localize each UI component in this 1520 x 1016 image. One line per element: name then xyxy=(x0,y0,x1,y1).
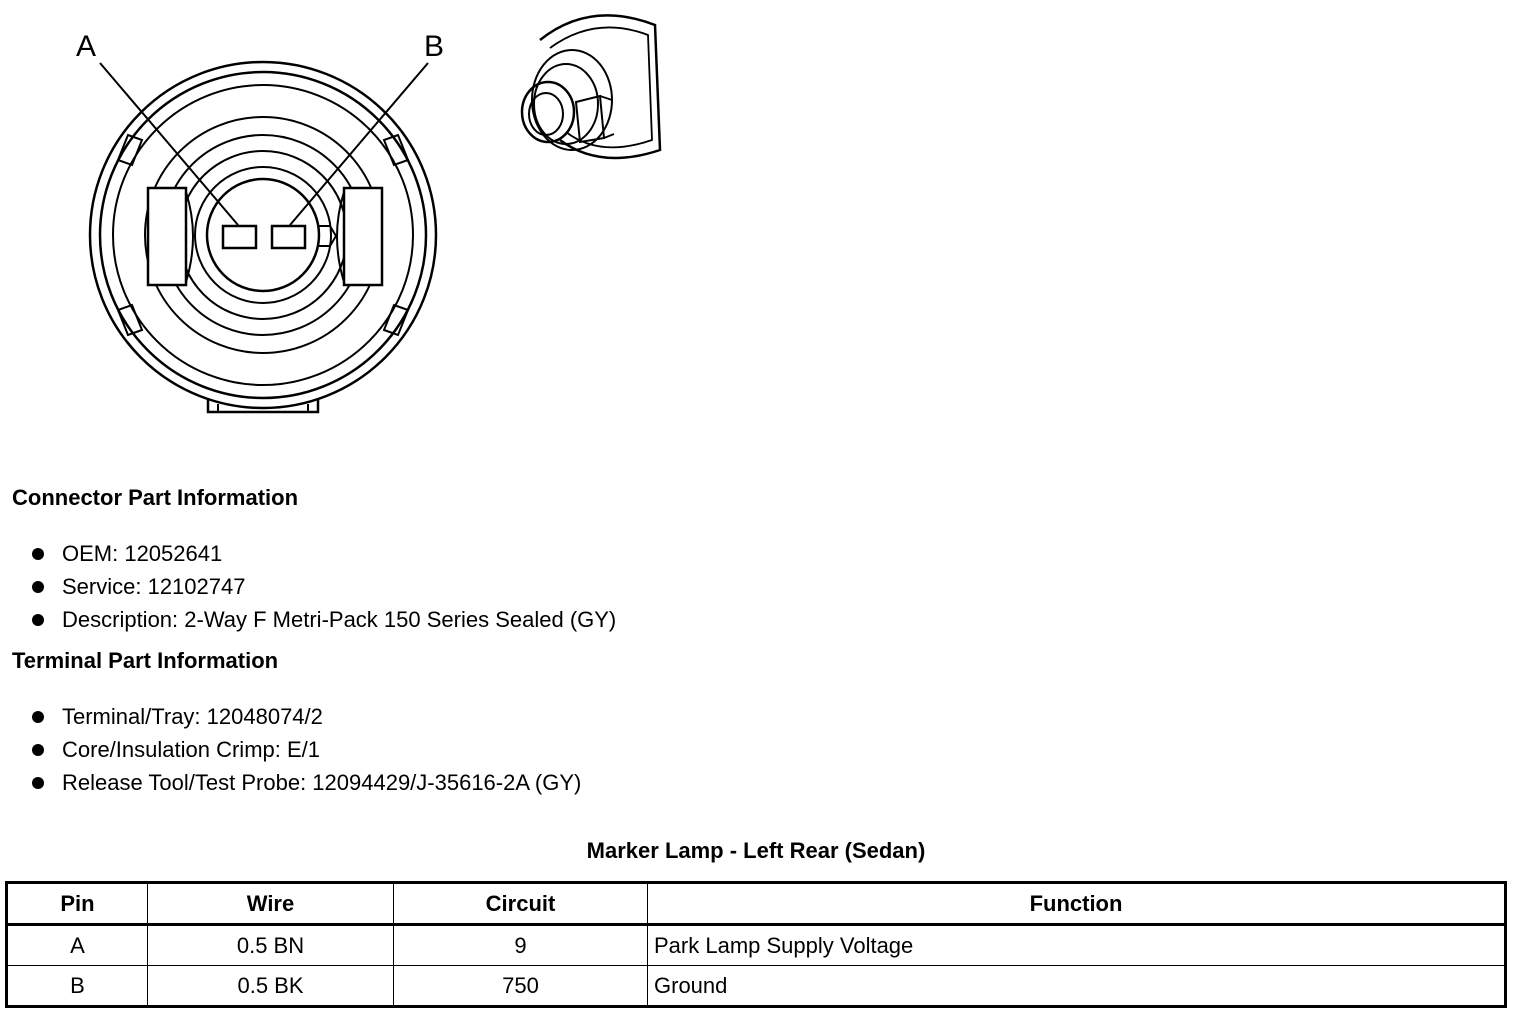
connector-info-list xyxy=(12,537,616,636)
connector-isometric-view xyxy=(522,15,660,158)
cell-wire: 0.5 BN xyxy=(148,925,394,966)
pin-label-a: A xyxy=(76,30,97,63)
list-item xyxy=(12,766,581,799)
list-item xyxy=(12,700,581,733)
cavity-a xyxy=(223,226,256,248)
cell-function: Ground xyxy=(648,966,1506,1007)
connector-diagram xyxy=(0,0,700,430)
pinout-table xyxy=(5,881,1507,1008)
list-item xyxy=(12,733,581,766)
column-header-pin: Pin xyxy=(7,883,148,925)
bullet-icon xyxy=(32,548,44,560)
pin-label-b: B xyxy=(424,30,445,63)
table-row xyxy=(7,925,1506,966)
table-title: Marker Lamp - Left Rear (Sedan) xyxy=(586,838,926,863)
cell-circuit: 9 xyxy=(394,925,648,966)
cell-circuit: 750 xyxy=(394,966,648,1007)
connector-info-heading: Connector Part Information xyxy=(12,485,299,510)
bullet-icon xyxy=(32,711,44,723)
cell-function: Park Lamp Supply Voltage xyxy=(648,925,1506,966)
list-item-text: Terminal/Tray: 12048074/2 xyxy=(62,704,323,729)
column-header-circuit: Circuit xyxy=(394,883,648,925)
list-item-text: Service: 12102747 xyxy=(62,574,246,599)
list-item-text: Description: 2-Way F Metri-Pack 150 Series Sealed (GY) xyxy=(62,607,617,632)
list-item-text: Core/Insulation Crimp: E/1 xyxy=(62,737,320,762)
list-item-text: Release Tool/Test Probe: 12094429/J-35616-2A (GY) xyxy=(62,770,582,795)
list-item xyxy=(12,603,616,636)
cell-wire: 0.5 BK xyxy=(148,966,394,1007)
connector-face-view xyxy=(90,62,436,412)
bullet-icon xyxy=(32,581,44,593)
column-header-wire: Wire xyxy=(148,883,394,925)
bullet-icon xyxy=(32,744,44,756)
cell-pin: A xyxy=(7,925,148,966)
terminal-info-list xyxy=(12,700,581,799)
bullet-icon xyxy=(32,777,44,789)
bullet-icon xyxy=(32,614,44,626)
table-header-row xyxy=(7,883,1506,925)
list-item-text: OEM: 12052641 xyxy=(62,541,223,566)
terminal-info-heading: Terminal Part Information xyxy=(12,648,279,673)
list-item xyxy=(12,537,616,570)
column-header-function: Function xyxy=(648,883,1506,925)
list-item xyxy=(12,570,616,603)
cell-pin: B xyxy=(7,966,148,1007)
table-row xyxy=(7,966,1506,1007)
cavity-b xyxy=(272,226,305,248)
